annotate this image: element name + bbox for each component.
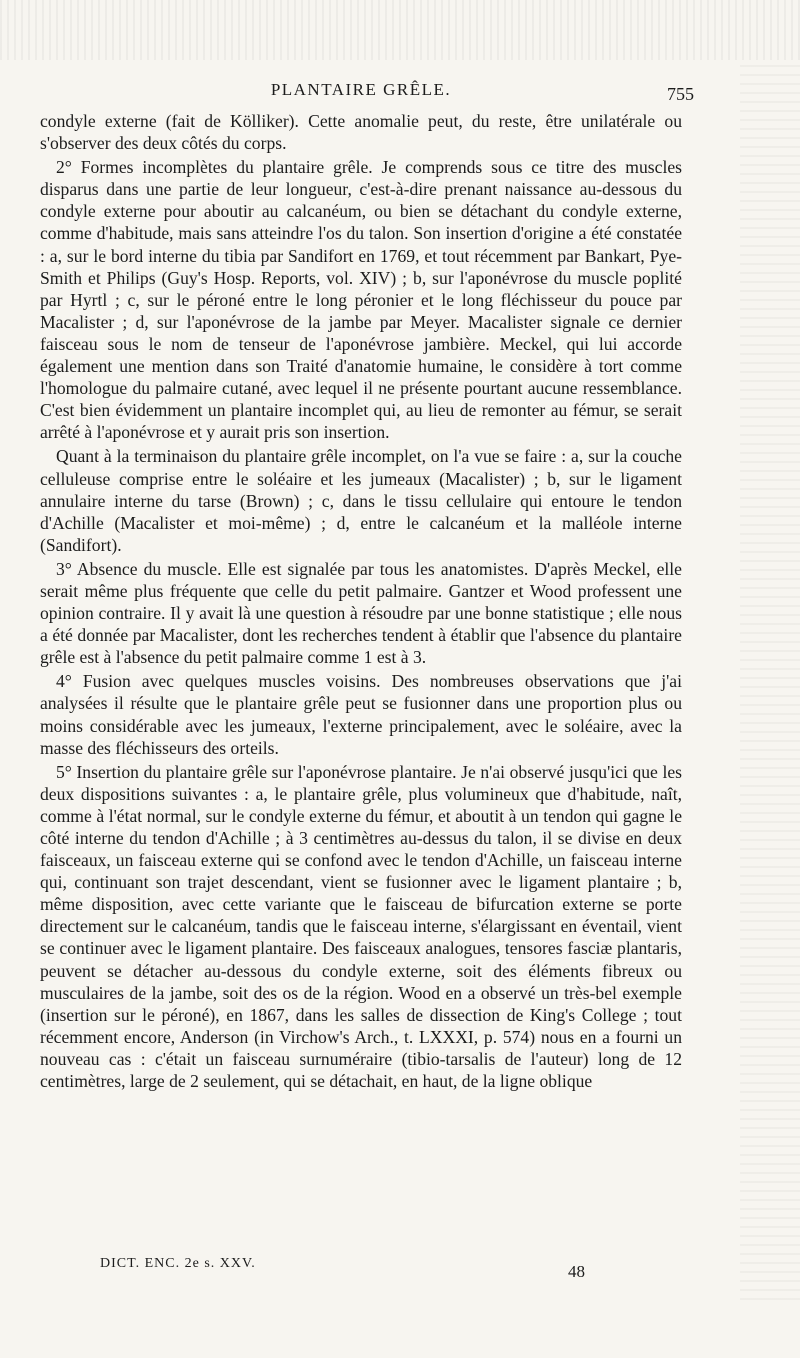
paragraph: 4° Fusion avec quelques muscles voisins. Des nombreuses observations que j'ai analysées il résulte que le plantaire grêle peut se fusionner dans une proportion plus ou moins considérable avec les jumeaux, l'externe principalement, avec le soléaire, avec la masse des fléchisseurs des orteils. xyxy=(40,671,682,758)
running-title: PLANTAIRE GRÊLE. xyxy=(270,80,452,99)
paragraph: 3° Absence du muscle. Elle est signalée par tous les anatomistes. D'après Meckel, elle serait même plus fréquente que celle du petit palmaire. Gantzer et Wood professent une opinion contraire. Il y avait là une question à résoudre par une bonne statistique ; elle nous a été donnée par Macalister, dont les recherches tendent à établir que l'absence du plantaire grêle est à l'absence du petit palmaire comme 1 est à 3. xyxy=(40,558,682,668)
paragraph: Quant à la terminaison du plantaire grêle incomplet, on l'a vue se faire : a, sur la couche celluleuse comprise entre le soléaire et les jumeaux (Macalister) ; b, sur le ligament annulaire interne du tarse (Brown) ; c, dans le tissu cellulaire qui entoure le tendon d'Achille (Macalister et moi-même) ; d, entre le calcanéum et la malléole interne (Sandifort). xyxy=(40,446,682,555)
signature-mark: DICT. ENC. 2e s. XXV. xyxy=(100,1256,256,1271)
page-footer xyxy=(40,1256,682,1296)
body-text xyxy=(40,110,682,1092)
page-number: 755 xyxy=(667,84,694,104)
sheet-number: 48 xyxy=(568,1262,585,1281)
document-page xyxy=(40,0,694,1358)
scan-edge-right xyxy=(740,60,800,1300)
paragraph: condyle externe (fait de Kölliker). Cette anomalie peut, du reste, être unilatérale ou s'observer des deux côtés du corps. xyxy=(40,111,682,154)
page-header xyxy=(40,80,694,110)
paragraph: 2° Formes incomplètes du plantaire grêle. Je comprends sous ce titre des muscles disparus dans une partie de leur longueur, c'est-à-dire prenant naissance au-dessous du condyle externe pour aboutir au calcanéum, ou bien se détachant du condyle externe, comme d'habitude, mais sans atteindre l'os du talon. Son insertion d'origine a été constatée : a, sur le bord interne du tibia par Sandifort en 1769, et tout récemment par Bankart, Pye-Smith et Philips (Guy's Hosp. Reports, vol. XIV) ; b, sur l'aponévrose du muscle poplité par Hyrtl ; c, sur le péroné entre le long péronier et le long fléchisseur du pouce par Macalister ; d, sur l'aponévrose de la jambe par Meyer. Macalister signale ce dernier faisceau sous le nom de tenseur de l'aponévrose jambière. Meckel, qui lui accorde également une mention dans son Traité d'anatomie humaine, le considère à tort comme l'homologue du palmaire cutané, avec lequel il ne présente pourtant aucune ressemblance. C'est bien évidemment un plantaire incomplet qui, au lieu de remonter au fémur, se serait arrêté à l'aponévrose et y aurait pris son insertion. xyxy=(40,157,682,443)
paragraph: 5° Insertion du plantaire grêle sur l'aponévrose plantaire. Je n'ai observé jusqu'ici que les deux dispositions suivantes : a, le plantaire grêle, plus volumineux que d'habitude, naît, comme à l'état normal, sur le condyle externe du fémur, et aboutit à un tendon qui gagne le côté interne du tendon d'Achille ; à 3 centimètres au-dessus du talon, il se divise en deux faisceaux, un faisceau externe qui se confond avec le tendon d'Achille, un faisceau interne qui, continuant son trajet descendant, vient se fusionner avec le ligament plantaire ; b, même disposition, avec cette variante que le faisceau de bifurcation externe se porte directement sur le calcanéum, tandis que le faisceau interne, s'élargissant en éventail, vient se continuer avec le ligament plantaire. Des faisceaux analogues, tensores fasciæ plantaris, peuvent se détacher au-dessous du condyle externe, soit des éléments fibreux ou musculaires de la jambe, soit des os de la région. Wood en a observé un très-bel exemple (insertion sur le péroné), en 1867, dans les salles de dissection de King's College ; tout récemment encore, Anderson (in Virchow's Arch., t. LXXXI, p. 574) nous en a fourni un nouveau cas : c'était un faisceau surnuméraire (tibio-tarsalis de l'auteur) long de 12 centimètres, large de 2 seulement, qui se détachait, en haut, de la ligne oblique xyxy=(40,761,682,1092)
